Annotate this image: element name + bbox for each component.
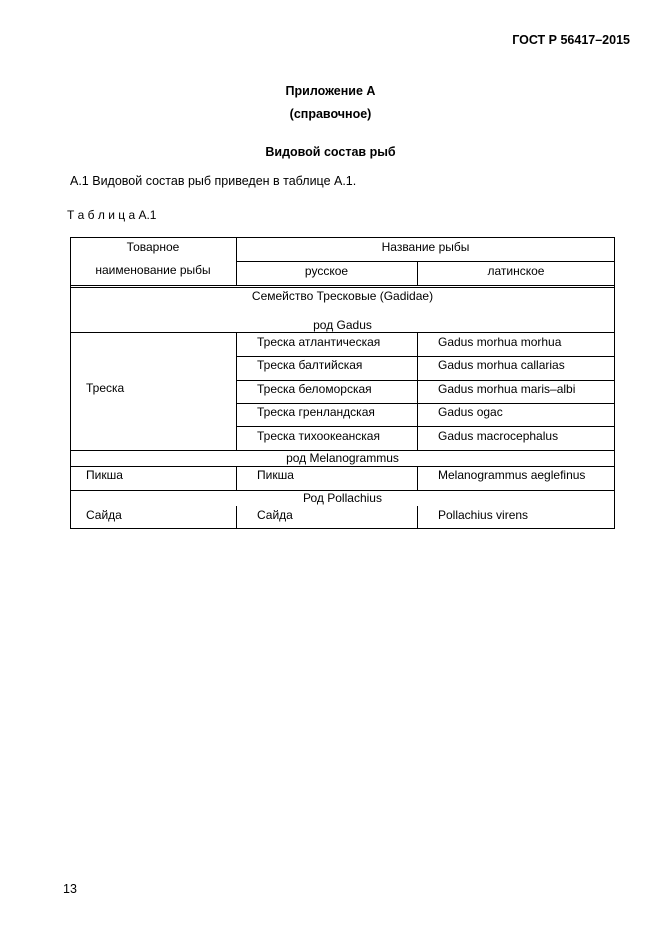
species-table (70, 237, 615, 529)
table-border-top (70, 237, 615, 238)
species-lat: Gadus morhua morhua (438, 335, 562, 349)
species-lat: Gadus ogac (438, 405, 503, 419)
species-ru: Треска беломорская (257, 382, 372, 396)
header-russian: русское (304, 264, 349, 278)
trade-name-saida: Сайда (86, 508, 122, 522)
column-divider (236, 506, 237, 529)
treska-row-line (236, 403, 615, 404)
page-number: 13 (63, 882, 77, 896)
species-ru: Треска балтийская (257, 358, 363, 372)
genus-melanogrammus-label: род Melanogrammus (286, 451, 399, 465)
trade-name-piksha: Пикша (86, 468, 123, 482)
section-heading: Видовой состав рыб (265, 145, 396, 159)
appendix-kind: (справочное) (289, 107, 372, 121)
header-fish-name: Название рыбы (381, 240, 470, 254)
table-caption: Т а б л и ц а А.1 (67, 208, 157, 222)
genus-gadus-label: род Gadus (313, 318, 372, 332)
species-ru: Треска гренландская (257, 405, 375, 419)
header-bottom-line-2 (70, 287, 615, 288)
appendix-title: Приложение А (285, 84, 376, 98)
table-border-right (614, 237, 615, 529)
species-ru: Треска тихоокеанская (257, 429, 380, 443)
column-divider (236, 333, 237, 451)
intro-paragraph: А.1 Видовой состав рыб приведен в таблице А.1. (70, 174, 357, 188)
table-border-left (70, 237, 71, 529)
species-lat: Gadus morhua maris–albi (438, 382, 576, 396)
species-ru: Треска атлантическая (257, 335, 381, 349)
family-label: Семейство Тресковые (Gadidae) (251, 289, 434, 303)
treska-row-line (236, 426, 615, 427)
column-divider (236, 467, 237, 491)
trade-name-treska: Треска (86, 381, 125, 395)
species-lat: Gadus macrocephalus (438, 429, 559, 443)
species-lat: Gadus morhua callarias (438, 358, 565, 372)
column-divider (417, 467, 418, 491)
treska-row-line (236, 380, 615, 381)
table-border-bottom (70, 528, 615, 529)
header-divider (236, 261, 615, 262)
family-row-bottom (70, 332, 615, 333)
species-lat: Melanogrammus aeglefinus (438, 468, 586, 482)
species-ru: Сайда (257, 508, 293, 522)
header-bottom-line (70, 285, 615, 286)
melanogrammus-row-line (70, 466, 615, 467)
header-trade-name-line1: Товарное (126, 240, 180, 254)
treska-row-line (236, 356, 615, 357)
species-lat: Pollachius virens (438, 508, 529, 522)
species-ru: Пикша (257, 468, 294, 482)
column-divider (417, 506, 418, 529)
genus-pollachius-label: Род Pollachius (303, 491, 382, 505)
header-latin: латинское (487, 264, 545, 278)
document-number: ГОСТ Р 56417–2015 (512, 33, 630, 47)
header-trade-name-line2: наименование рыбы (95, 263, 211, 277)
column-divider (417, 333, 418, 451)
